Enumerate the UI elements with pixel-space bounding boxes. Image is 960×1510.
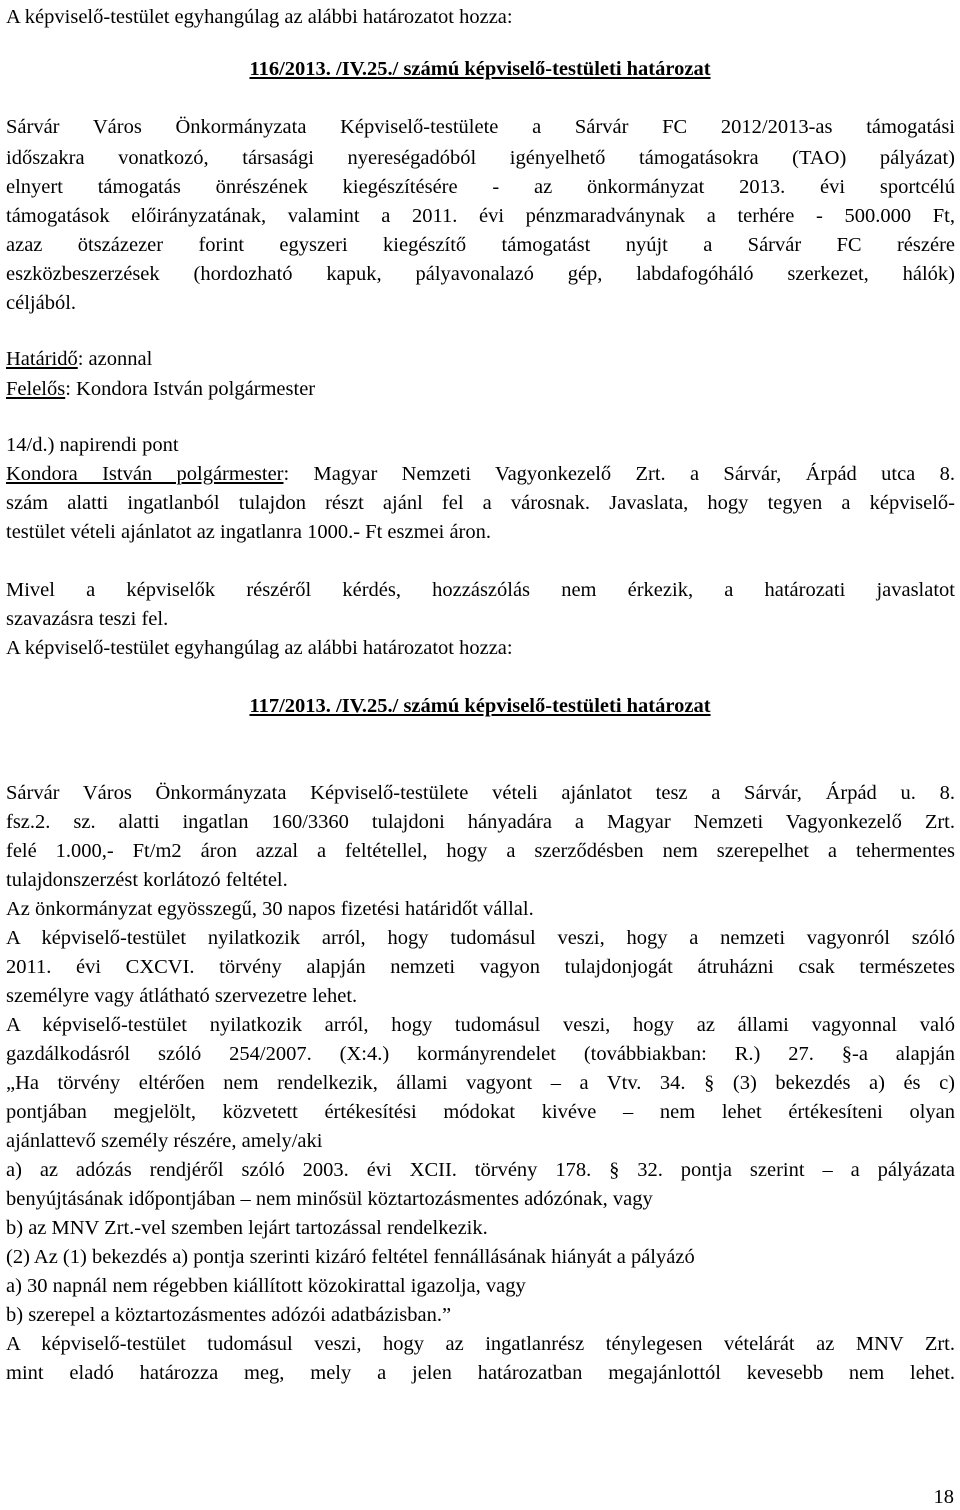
- paragraph-line: szavazásra teszi fel.: [6, 608, 169, 630]
- paragraph-line: ajánlattevő személy részére, amely/aki: [6, 1130, 323, 1152]
- paragraph-line: Sárvár Város Önkormányzata Képviselő-testülete a Sárvár FC 2012/2013-as támogatási: [6, 116, 955, 138]
- resolution-intro-1: A képviselő-testület egyhangúlag az alábbi határozatot hozza:: [6, 6, 513, 28]
- paragraph-line: b) az MNV Zrt.-vel szemben lejárt tartozással rendelkezik.: [6, 1217, 488, 1239]
- paragraph-line: A képviselő-testület nyilatkozik arról, hogy tudomásul veszi, hogy a nemzeti vagyonról szóló: [6, 927, 955, 949]
- paragraph-line: azaz ötszázezer forint egyszeri kiegészítő támogatást nyújt a Sárvár FC részére: [6, 234, 955, 256]
- deadline-value: : azonnal: [77, 348, 153, 370]
- paragraph-line: eszközbeszerzések (hordozható kapuk, pályavonalazó gép, labdafogóháló szerkezet, hálók): [6, 263, 955, 285]
- paragraph-line: személyre vagy átlátható szervezetre lehet.: [6, 985, 358, 1007]
- paragraph-line: felé 1.000,- Ft/m2 áron azzal a feltétellel, hogy a szerződésben nem szerepelhet a tehermentes: [6, 840, 955, 862]
- paragraph-line: A képviselő-testület tudomásul veszi, hogy az ingatlanrész ténylegesen vételárát az MNV Zrt.: [6, 1333, 955, 1355]
- speaker-name: Kondora István polgármester: [6, 463, 284, 485]
- paragraph-line: gazdálkodásról szóló 254/2007. (X:4.) kormányrendelet (továbbiakban: R.) 27. §-a alapján: [6, 1043, 955, 1065]
- resolution-title-117: 117/2013. /IV.25./ számú képviselő-testületi határozat: [249, 695, 711, 717]
- paragraph-line: [6, 461, 955, 487]
- resolution-intro-2: A képviselő-testület egyhangúlag az alábbi határozatot hozza:: [6, 637, 513, 659]
- paragraph-line: elnyert támogatás önrészének kiegészítésére - az önkormányzat 2013. évi sportcélú: [6, 176, 955, 198]
- paragraph-line: benyújtásának időpontjában – nem minősül köztartozásmentes adózónak, vagy: [6, 1188, 653, 1210]
- paragraph-line: mint eladó határozza meg, mely a jelen határozatban megajánlottól kevesebb nem lehet.: [6, 1362, 955, 1384]
- paragraph-line: támogatások előirányzatának, valamint a 2011. évi pénzmaradványnak a terhére - 500.000 Ft,: [6, 205, 955, 227]
- paragraph-line: „Ha törvény eltérően nem rendelkezik, állami vagyont – a Vtv. 34. § (3) bekezdés a) és c): [6, 1072, 955, 1094]
- paragraph-line: időszakra vonatkozó, társasági nyereségadóból igényelhető támogatásokra (TAO) pályázat): [6, 147, 955, 169]
- deadline-label: Határidő: [6, 348, 78, 370]
- paragraph-line: (2) Az (1) bekezdés a) pontja szerinti kizáró feltétel fennállásának hiányát a pályázó: [6, 1246, 695, 1268]
- page-number: 18: [933, 1486, 954, 1508]
- speaker-text: : Magyar Nemzeti Vagyonkezelő Zrt. a Sárvár, Árpád utca 8.: [283, 463, 955, 485]
- paragraph-line: a) az adózás rendjéről szóló 2003. évi XCII. törvény 178. § 32. pontja szerint – a pályázata: [6, 1159, 955, 1181]
- paragraph-line: 2011. évi CXCVI. törvény alapján nemzeti vagyon tulajdonjogát átruházni csak természetes: [6, 956, 955, 978]
- paragraph-line: céljából.: [6, 292, 77, 314]
- responsible-value: : Kondora István polgármester: [65, 378, 316, 400]
- paragraph-line: Sárvár Város Önkormányzata Képviselő-testülete vételi ajánlatot tesz a Sárvár, Árpád u. 8.: [6, 782, 955, 804]
- paragraph-line: a) 30 napnál nem régebben kiállított közokirattal igazolja, vagy: [6, 1275, 526, 1297]
- paragraph-line: pontjában megjelölt, közvetett értékesítési módokat kivéve – nem lehet értékesíteni olyan: [6, 1101, 955, 1123]
- deadline-line: [6, 346, 152, 372]
- paragraph-line: tulajdonszerzést korlátozó feltétel.: [6, 869, 288, 891]
- paragraph-line: Mivel a képviselők részéről kérdés, hozzászólás nem érkezik, a határozati javaslatot: [6, 579, 955, 601]
- paragraph-line: A képviselő-testület nyilatkozik arról, hogy tudomásul veszi, hogy az állami vagyonnal való: [6, 1014, 955, 1036]
- paragraph-line: Az önkormányzat egyösszegű, 30 napos fizetési határidőt vállal.: [6, 898, 534, 920]
- paragraph-line: testület vételi ajánlatot az ingatlanra 1000.- Ft eszmei áron.: [6, 521, 491, 543]
- paragraph-line: fsz.2. sz. alatti ingatlan 160/3360 tulajdoni hányadára a Magyar Nemzeti Vagyonkezelő Zrt.: [6, 811, 955, 833]
- agenda-item-heading: 14/d.) napirendi pont: [6, 434, 179, 456]
- responsible-label: Felelős: [6, 378, 66, 400]
- responsible-line: [6, 376, 315, 402]
- paragraph-line: szám alatti ingatlanból tulajdon részt ajánl fel a városnak. Javaslata, hogy tegyen a képviselő-: [6, 492, 955, 514]
- paragraph-line: b) szerepel a köztartozásmentes adózói adatbázisban.”: [6, 1304, 452, 1326]
- resolution-title-116: 116/2013. /IV.25./ számú képviselő-testületi határozat: [249, 58, 711, 80]
